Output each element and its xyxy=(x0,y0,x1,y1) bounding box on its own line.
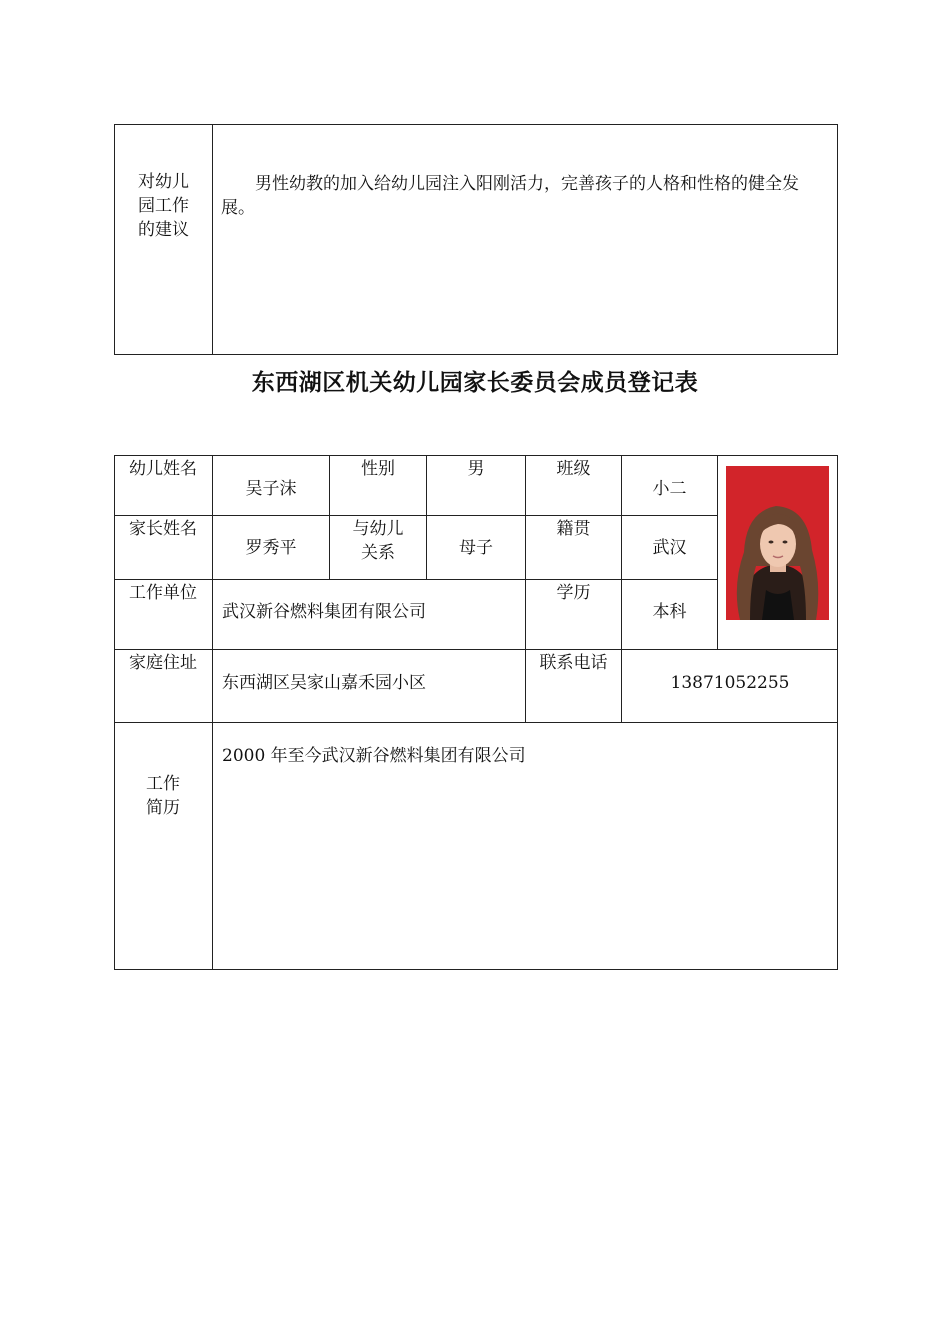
row-divider xyxy=(114,649,838,650)
gender-value: 男 xyxy=(467,459,485,479)
suggestion-table xyxy=(114,124,838,355)
relation-value: 母子 xyxy=(459,538,493,558)
address-label: 家庭住址 xyxy=(129,653,197,673)
work-history-value: 2000 年至今武汉新谷燃料集团有限公司 xyxy=(222,746,526,766)
work-history-label-line: 工作 xyxy=(146,774,180,794)
class-value: 小二 xyxy=(652,479,687,499)
native-place-label: 籍贯 xyxy=(556,519,591,539)
employer-value: 武汉新谷燃料集团有限公司 xyxy=(222,602,426,622)
suggestion-label-line: 园工作 xyxy=(138,196,189,216)
class-label: 班级 xyxy=(556,459,591,479)
education-value: 本科 xyxy=(652,602,687,622)
work-history-label xyxy=(113,772,213,820)
relation-label-line: 关系 xyxy=(361,543,395,563)
suggestion-label-line: 对幼儿 xyxy=(138,172,189,192)
native-place-value: 武汉 xyxy=(652,538,687,558)
address-value: 东西湖区吴家山嘉禾园小区 xyxy=(222,673,426,693)
child-name-value: 吴子沫 xyxy=(245,479,297,499)
relation-label xyxy=(330,517,426,565)
portrait-image xyxy=(726,466,829,620)
relation-label-line: 与幼儿 xyxy=(352,519,404,539)
suggestion-label xyxy=(115,170,212,242)
employer-label: 工作单位 xyxy=(129,583,197,603)
row-divider xyxy=(114,579,718,580)
education-label: 学历 xyxy=(556,583,591,603)
parent-name-value: 罗秀平 xyxy=(245,538,297,558)
gender-label: 性别 xyxy=(361,459,395,479)
phone-label: 联系电话 xyxy=(539,653,608,673)
work-history-label-line: 简历 xyxy=(146,798,180,818)
row-divider xyxy=(114,722,838,723)
phone-value: 13871052255 xyxy=(670,673,790,693)
parent-name-label: 家长姓名 xyxy=(129,519,197,539)
suggestion-label-line: 的建议 xyxy=(138,220,189,240)
suggestion-table-divider xyxy=(212,124,213,355)
col-divider xyxy=(717,455,718,649)
suggestion-content: 男性幼教的加入给幼儿园注入阳刚活力，完善孩子的人格和性格的健全发展。 xyxy=(221,174,799,218)
child-name-label: 幼儿姓名 xyxy=(129,459,197,479)
form-title: 东西湖区机关幼儿园家长委员会成员登记表 xyxy=(251,370,699,396)
row-divider xyxy=(114,515,718,516)
parent-photo xyxy=(726,466,829,620)
